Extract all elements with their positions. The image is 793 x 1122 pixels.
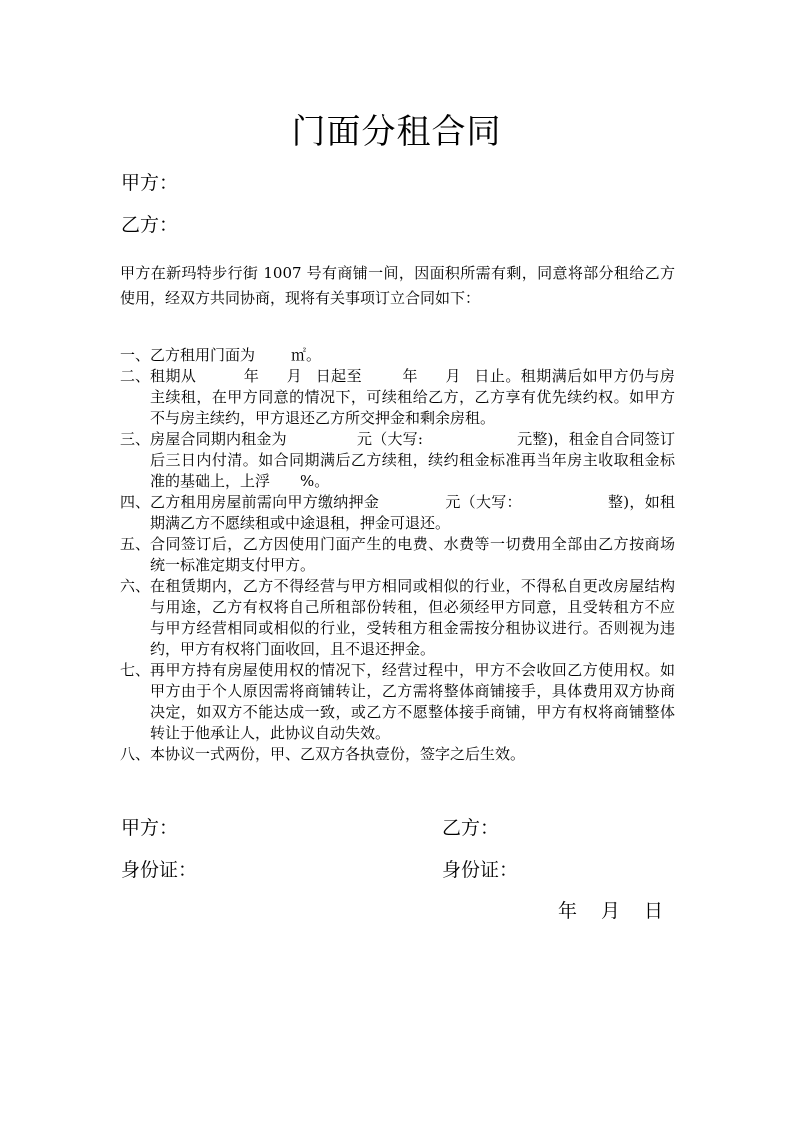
clause-number: 八、: [120, 745, 151, 763]
clause-text-part: 元（大写:: [356, 430, 423, 448]
clause-text-part: 日起至: [315, 367, 363, 385]
clause-6: [120, 576, 675, 660]
clause-text-part: ㎡。: [291, 346, 322, 364]
clause-3: [120, 429, 675, 492]
clause-text-part: 月: [286, 367, 303, 385]
clause-text-part: 月: [445, 367, 461, 385]
clause-text-part: 在租赁期内，乙方不得经营与甲方相同或相似的行业，不得私自更改房屋结构与用途，乙方有权将自己所租部份转租，但必须经甲方同意，且受转租方不应与甲方经营相同或相似的行业，受转租方租金需按分租协议进行。否则视为违约，甲方有权将门面收回，且不退还押金。: [150, 577, 675, 658]
clause-text-part: 乙方租用房屋前需向甲方缴纳押金: [150, 493, 380, 511]
clause-text-part: 年: [243, 367, 260, 385]
clause-text-part: 元整)，租金自合同签订后三日内付清。如合同期满后乙方续租，续约租金标准再当年房主收取租金标准的基础上，上浮: [150, 430, 675, 490]
clause-text-part: 日止。租期满后如甲方仍与房主续租，在甲方同意的情况下，可续租给乙方，乙方享有优先续约权。如甲方不与房主续约，甲方退还乙方所交押金和剩余房租。: [150, 367, 675, 427]
clause-number: 三、: [120, 430, 151, 448]
clause-list: [120, 345, 675, 765]
party-a-header: 甲方：: [121, 172, 179, 194]
clause-text: [150, 429, 675, 492]
date-day: 日: [644, 900, 664, 922]
signature-party-a: 甲方：: [121, 817, 179, 839]
clause-text-part: 租期从: [150, 367, 197, 385]
clause-text-part: 乙方租用门面为: [150, 346, 256, 364]
date-month: 月: [601, 900, 621, 922]
clause-7: [120, 660, 675, 744]
clause-text: [150, 534, 675, 576]
clause-text: [150, 660, 675, 744]
signature-party-b: 乙方：: [442, 817, 500, 839]
clause-text-part: 整)，如租期满乙方不愿续租或中途退租，押金可退还。: [150, 493, 675, 532]
clause-5: [120, 534, 675, 576]
clause-number: 二、: [120, 367, 151, 385]
id-number-party-b: 身份证：: [442, 859, 519, 881]
clause-4: [120, 492, 675, 534]
party-b-header: 乙方：: [121, 214, 179, 236]
clause-number: 七、: [120, 661, 151, 679]
clause-text-part: 本协议一式两份，甲、乙双方各执壹份，签字之后生效。: [150, 745, 526, 763]
clause-number: 四、: [120, 493, 151, 511]
clause-text-part: 元（大写：: [445, 493, 522, 511]
clause-text: [150, 345, 675, 366]
clause-text: [150, 744, 675, 765]
date-year: 年: [558, 900, 578, 922]
document-title: 门面分租合同: [291, 112, 502, 152]
clause-number: 六、: [120, 577, 151, 595]
clause-text-part: 年: [402, 367, 419, 385]
clause-text: [150, 366, 675, 429]
intro-paragraph: 甲方在新玛特步行街 1007 号有商铺一间，因面积所需有剩，同意将部分租给乙方使用，经双方共同协商，现将有关事项订立合同如下：: [120, 264, 675, 307]
clause-2: [120, 366, 675, 429]
clause-1: [120, 345, 675, 366]
id-number-party-a: 身份证：: [121, 859, 198, 881]
clause-8: [120, 744, 675, 765]
clause-text-part: 合同签订后，乙方因使用门面产生的电费、水费等一切费用全部由乙方按商场统一标准定期支付甲方。: [150, 535, 675, 574]
clause-text: [150, 492, 675, 534]
clause-text-part: 房屋合同期内租金为: [150, 430, 287, 448]
signing-date: [558, 896, 663, 923]
clause-number: 一、: [120, 346, 151, 364]
clause-number: 五、: [120, 535, 151, 553]
clause-text: [150, 576, 675, 660]
clause-text-part: 再甲方持有房屋使用权的情况下，经营过程中，甲方不会收回乙方使用权。如甲方由于个人原因需将商铺转让，乙方需将整体商铺接手，具体费用双方协商决定，如双方不能达成一致，或乙方不愿整体接手商铺，甲方有权将商铺整体转让于他承让人，此协议自动失效。: [150, 661, 675, 742]
clause-text-part: %。: [300, 472, 330, 490]
